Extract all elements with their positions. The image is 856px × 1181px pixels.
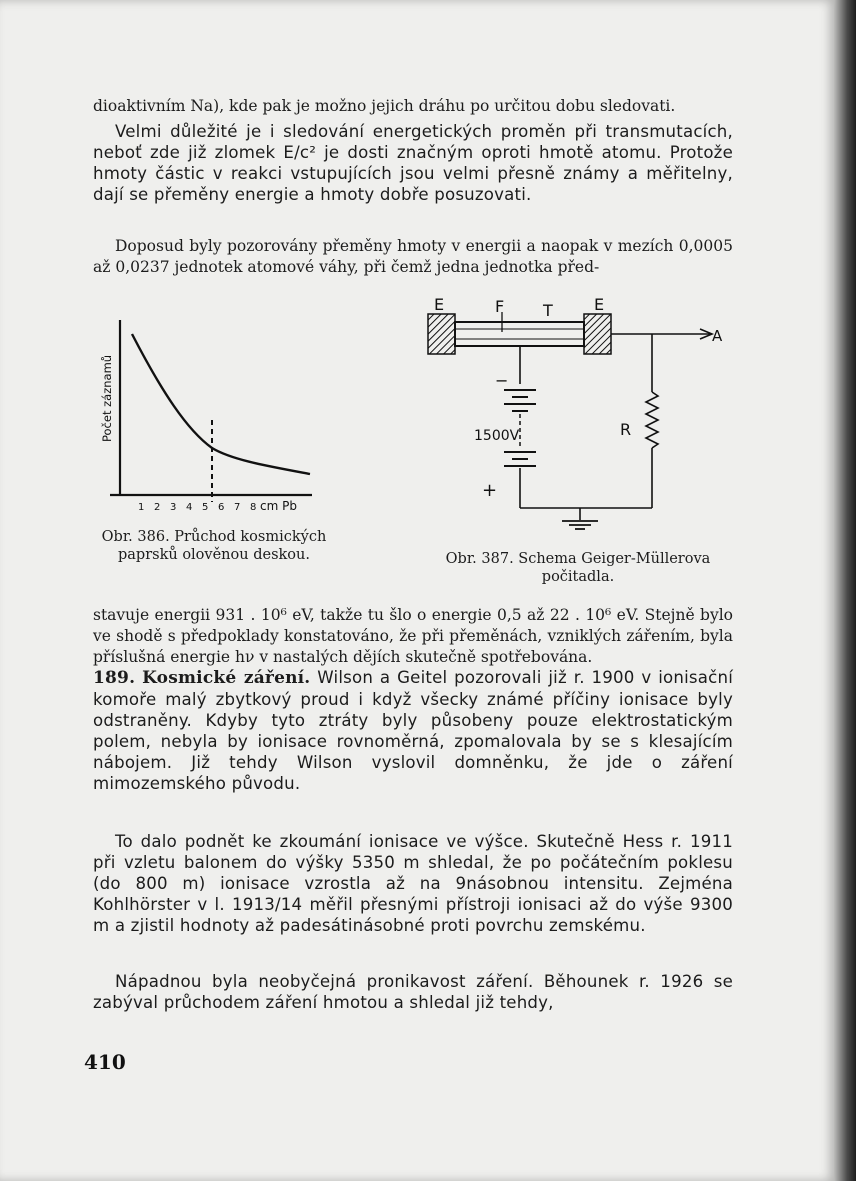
electrode-left [428,314,455,354]
electrode-right [584,314,611,354]
x-tick: 1 [138,502,145,513]
section-paragraph-1-text: Wilson a Geitel pozorovali již r. 1900 v ionisační komoře malý zbytkový proud i když všecky známé příčiny ionisace byly odstraněny. Kdyby tyto ztráty byly působeny pouze elektrostatickým polem, nebyla by ionisace rovnoměrná, zpomalovala by se s klesajícím nábojem. Již tehdy Wilson vyslovil domněnku, že jde o záření mimozemského původu. [93,668,734,793]
paragraph-observed: Doposud byly pozorovány přeměny hmoty v energii a naopak v mezích 0,0005 až 0,0237 jednotek atomové váhy, při čemž jedna jednotka před- [93,237,733,276]
book-spine-shadow [834,0,856,1181]
y-axis-label: Počet záznamů [100,354,114,442]
x-tick-labels [138,502,256,513]
x-tick: 2 [154,502,161,513]
paragraph-continue: stavuje energii 931 . 10⁶ eV, takže tu šlo o energie 0,5 až 22 . 10⁶ eV. Stejně bylo ve shodě s předpoklady konstatováno, že při přeměnách, vzniklých zářením, byla příslušná energie hν v nastalých dějích skutečně spotřebována. [93,606,733,666]
x-tick: 4 [186,502,193,513]
section-189-paragraph-3: Nápadnou byla neobyčejná pronikavost záření. Běhounek r. 1926 se zabýval průchodem záření hmotou a shledal již tehdy, [93,972,733,1012]
x-tick: 8 [250,502,257,513]
x-unit-label: cm Pb [260,499,297,513]
section-189-paragraph-1 [93,667,733,794]
absorption-curve [132,334,310,474]
label-voltage: 1500V [474,428,520,444]
section-number: 189. [93,668,136,688]
x-tick: 6 [218,502,225,513]
page-number: 410 [84,1050,126,1074]
paragraph-energy: Velmi důležité je i sledování energetických proměn při transmutacích, neboť zde již zlomek E/c² je dosti značným oproti hmotě atomu. Protože hmoty částic v reakci vstupujících jsou velmi přesně známy a měřitelny, dají se přeměny energie a hmoty dobře posuzovati. [93,122,733,204]
paragraph-top: dioaktivním Na), kde pak je možno jejich dráhu po určitou dobu sledovati. [93,97,676,115]
label-e-left: E [434,295,445,314]
figure-386-graph [92,312,322,522]
label-minus: − [495,371,509,390]
label-a: A [712,327,723,345]
label-e-right: E [594,295,605,314]
counter-tube [455,322,584,346]
section-title: Kosmické záření. [142,668,311,688]
figure-387-caption: Obr. 387. Schema Geiger-Müllerova počitadla. [445,551,711,585]
resistor-r [646,392,658,448]
label-r: R [620,420,632,439]
x-tick: 3 [170,502,177,513]
figure-386-caption: Obr. 386. Průchod kosmických paprsků olověnou deskou. [101,529,327,563]
x-tick: 5 [202,502,209,513]
ground-symbol [562,521,598,529]
figure-387-schema [420,292,730,530]
label-plus: + [482,480,498,501]
section-189-paragraph-2: To dalo podnět ke zkoumání ionisace ve výšce. Skutečně Hess r. 1911 při vzletu balonem do výšky 5350 m shledal, že po počátečním poklesu (do 800 m) ionisace vzrostla až na 9násobnou intensitu. Zejména Kohlhörster v l. 1913/14 měřil přesnými přístroji ionisaci až do výše 9300 m a zjistil hodnoty až padesátinásobné proti povrchu zemskému. [93,832,733,935]
label-f: F [495,297,505,316]
label-t: T [543,301,553,320]
x-tick: 7 [234,502,241,513]
